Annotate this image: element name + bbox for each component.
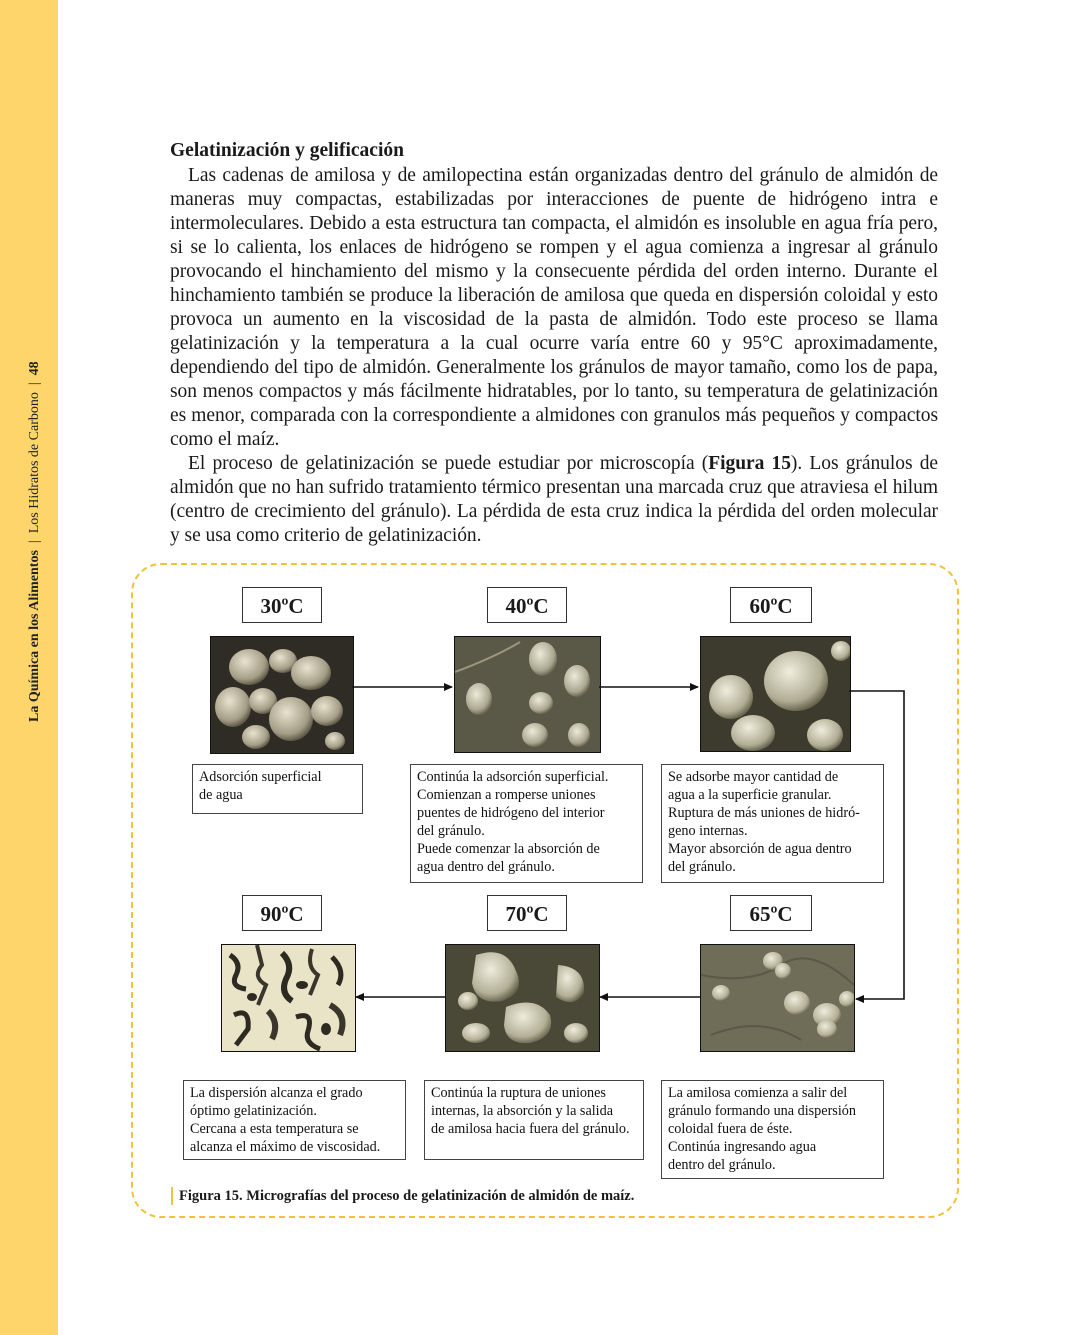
desc-box-90: La dispersión alcanza el grado óptimo gelatinización. Cercana a esta temperatura se alcanza el máximo de viscosidad. <box>183 1080 406 1160</box>
paragraph-2-end: ). Los gránulos de almidón que no han sufrido tratamiento térmico presentan una marcada cruz que atraviesa el hilum (centro de crecimiento del gránulo). La pérdida de esta cruz indica la pérdida del orden molecular y se usa como criterio de gelatinización. <box>170 453 938 546</box>
temp-label-70: 70ºC <box>487 895 567 931</box>
section-heading: Gelatinización y gelificación <box>170 140 404 161</box>
arrow-60-to-65 <box>849 691 904 999</box>
figure-caption: Figura 15. Micrografías del proceso de gelatinización de almidón de maíz. <box>171 1187 634 1205</box>
temp-label-60: 60ºC <box>730 587 812 623</box>
paragraph-1: Las cadenas de amilosa y de amilopectina están organizadas dentro del gránulo de almidón de maneras muy compactas, estabilizadas por interacciones de puente de hidrógeno intra e intermoleculares. Debido a esta estructura tan compacta, el almidón es insoluble en agua fría pero, si se lo calienta, los enlaces de hidrógeno se rompen y el agua comienza a ingresar al gránulo provocando el hinchamiento del mismo y la consecuente pérdida del orden interno. Durante el hinchamiento también se produce la liberación de amilosa que queda en dispersión coloidal y esto provoca un aumento en la viscosidad de la pasta de almidón. Todo este proceso se llama gelatinización y la temperatura a la cual ocurre varía entre 60 y 95°C aproximadamente, dependiendo del tipo de almidón. Generalmente los gránulos de mayor tamaño, como los de papa, son menos compactos y más fácilmente hidratables, por lo tanto, su temperatura de gelatinización es menor, comparada con la correspondiente a almidones con granulos más pequeños y compactos como el maíz. <box>170 165 938 450</box>
paragraph-2-start: El proceso de gelatinización se puede estudiar por microscopía ( <box>188 453 709 474</box>
desc-box-60: Se adsorbe mayor cantidad de agua a la superficie granular. Ruptura de más uniones de hidró- geno internas. Mayor absorción de agua dentro del gránulo. <box>661 764 884 883</box>
temp-label-90: 90ºC <box>242 895 322 931</box>
temp-label-40: 40ºC <box>487 587 567 623</box>
desc-box-30: Adsorción superficial de agua <box>192 764 363 814</box>
desc-box-65: La amilosa comienza a salir del gránulo formando una dispersión coloidal fuera de éste. Continúa ingresando agua dentro del gránulo. <box>661 1080 884 1179</box>
desc-box-70: Continúa la ruptura de uniones internas, la absorción y la salida de amilosa hacia fuera del gránulo. <box>424 1080 644 1160</box>
book-title: La Química en los Alimentos <box>27 550 42 722</box>
figure-reference[interactable]: Figura 15 <box>708 453 791 474</box>
temp-label-65: 65ºC <box>730 895 812 931</box>
temp-label-30: 30ºC <box>242 587 322 623</box>
chapter-title: Los Hidratos de Carbono <box>27 392 42 534</box>
page-number: 48 <box>27 361 42 376</box>
desc-box-40: Continúa la adsorción superficial. Comienzan a romperse uniones puentes de hidrógeno del interior del gránulo. Puede comenzar la absorción de agua dentro del gránulo. <box>410 764 643 883</box>
running-header: La Química en los Alimentos|Los Hidratos de Carbono|48 <box>27 361 42 722</box>
